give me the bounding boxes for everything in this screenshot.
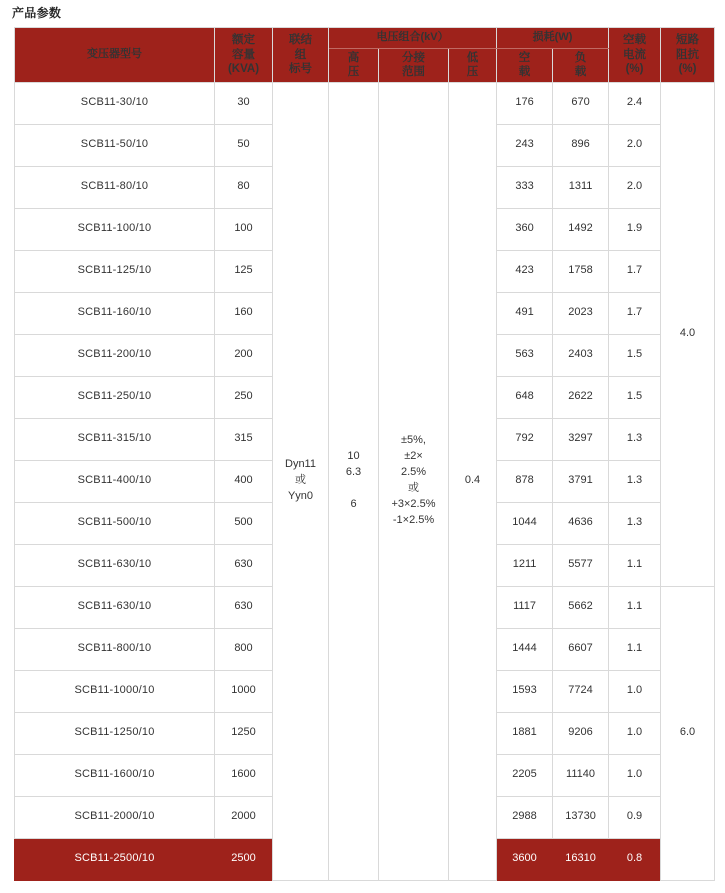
header-load-line-1: 负 xyxy=(574,51,587,64)
cell-no-load-loss: 878 xyxy=(497,460,553,502)
header-load-loss xyxy=(553,48,609,82)
cell-model: SCB11-400/10 xyxy=(15,460,215,502)
header-hv xyxy=(329,48,379,82)
cell-model: SCB11-315/10 xyxy=(15,418,215,460)
cell-no-load-current: 1.0 xyxy=(609,754,661,796)
cell-no-load-current: 1.3 xyxy=(609,460,661,502)
cell-no-load-current: 1.3 xyxy=(609,418,661,460)
header-connection xyxy=(273,28,329,83)
cell-load-loss: 6607 xyxy=(553,628,609,670)
cell-model: SCB11-30/10 xyxy=(15,82,215,124)
cell-no-load-loss: 491 xyxy=(497,292,553,334)
header-hv-line-2: 压 xyxy=(347,66,360,79)
high-voltage-line: 6.3 xyxy=(345,466,362,479)
cell-load-loss: 5577 xyxy=(553,544,609,586)
tap-range-line: 2.5% xyxy=(400,466,427,479)
connection-line: 或 xyxy=(295,474,306,487)
high-voltage-line: 10 xyxy=(347,450,360,463)
cell-model: SCB11-800/10 xyxy=(15,628,215,670)
cell-no-load-loss: 1881 xyxy=(497,712,553,754)
cell-capacity: 50 xyxy=(215,124,273,166)
cell-capacity: 630 xyxy=(215,586,273,628)
cell-no-load-current: 1.1 xyxy=(609,586,661,628)
cell-no-load-loss: 243 xyxy=(497,124,553,166)
cell-no-load-current: 1.1 xyxy=(609,628,661,670)
header-row-1 xyxy=(15,28,715,49)
cell-no-load-current: 2.4 xyxy=(609,82,661,124)
cell-model: SCB11-250/10 xyxy=(15,376,215,418)
cell-model: SCB11-100/10 xyxy=(15,208,215,250)
cell-model: SCB11-200/10 xyxy=(15,334,215,376)
cell-no-load-current: 2.0 xyxy=(609,166,661,208)
cell-load-loss: 5662 xyxy=(553,586,609,628)
cell-load-loss: 9206 xyxy=(553,712,609,754)
cell-impedance-group-2: 6.0 xyxy=(661,586,715,880)
header-connection-line-2: 组 xyxy=(294,48,307,61)
header-impedance-line-1: 短路 xyxy=(676,34,700,47)
cell-capacity: 1250 xyxy=(215,712,273,754)
page-title: 产品参数 xyxy=(12,6,62,20)
cell-no-load-loss: 1117 xyxy=(497,586,553,628)
cell-load-loss: 896 xyxy=(553,124,609,166)
cell-no-load-current: 2.0 xyxy=(609,124,661,166)
cell-no-load-loss: 2205 xyxy=(497,754,553,796)
cell-no-load-current: 1.9 xyxy=(609,208,661,250)
header-impedance-line-2: 阻抗 xyxy=(676,48,700,61)
table-row xyxy=(15,82,715,124)
cell-no-load-current: 1.7 xyxy=(609,250,661,292)
cell-no-load-current: 1.5 xyxy=(609,376,661,418)
header-capacity xyxy=(215,28,273,83)
cell-load-loss: 1758 xyxy=(553,250,609,292)
cell-no-load-current: 1.7 xyxy=(609,292,661,334)
cell-load-loss: 3297 xyxy=(553,418,609,460)
cell-load-loss: 2023 xyxy=(553,292,609,334)
cell-load-loss: 7724 xyxy=(553,670,609,712)
header-no-load-loss xyxy=(497,48,553,82)
header-noload-line-2: 载 xyxy=(518,66,531,79)
header-tap-line-2: 范围 xyxy=(402,66,425,79)
table-body xyxy=(15,82,715,880)
cell-capacity: 160 xyxy=(215,292,273,334)
cell-connection-group xyxy=(273,82,329,880)
cell-no-load-loss: 1444 xyxy=(497,628,553,670)
cell-model: SCB11-500/10 xyxy=(15,502,215,544)
cell-load-loss: 13730 xyxy=(553,796,609,838)
header-current-line-3: (%) xyxy=(625,63,644,76)
tap-range-line: ±5%, xyxy=(401,434,426,447)
cell-no-load-loss: 792 xyxy=(497,418,553,460)
high-voltage-line: 6 xyxy=(350,498,357,511)
cell-impedance-group-1: 4.0 xyxy=(661,82,715,586)
cell-load-loss: 1311 xyxy=(553,166,609,208)
header-lv-line-1: 低 xyxy=(466,51,479,64)
header-capacity-line-1: 额定 xyxy=(232,34,255,47)
cell-capacity: 100 xyxy=(215,208,273,250)
header-current-line-2: 电流 xyxy=(623,48,647,61)
cell-capacity: 500 xyxy=(215,502,273,544)
cell-model: SCB11-125/10 xyxy=(15,250,215,292)
cell-no-load-loss: 2988 xyxy=(497,796,553,838)
cell-no-load-current: 1.5 xyxy=(609,334,661,376)
cell-load-loss: 1492 xyxy=(553,208,609,250)
header-load-line-2: 载 xyxy=(574,66,587,79)
connection-line: Yyn0 xyxy=(287,490,314,503)
cell-tap-range xyxy=(379,82,449,880)
cell-capacity: 80 xyxy=(215,166,273,208)
cell-load-loss: 11140 xyxy=(553,754,609,796)
connection-line: Dyn11 xyxy=(285,458,316,471)
cell-load-loss: 2622 xyxy=(553,376,609,418)
table-header xyxy=(15,28,715,83)
header-lv xyxy=(449,48,497,82)
cell-load-loss: 16310 xyxy=(553,838,609,880)
header-impedance xyxy=(661,28,715,83)
cell-capacity: 1600 xyxy=(215,754,273,796)
cell-load-loss: 670 xyxy=(553,82,609,124)
header-connection-line-3: 标号 xyxy=(289,63,312,76)
cell-no-load-loss: 1593 xyxy=(497,670,553,712)
cell-capacity: 250 xyxy=(215,376,273,418)
cell-model: SCB11-630/10 xyxy=(15,586,215,628)
header-lv-line-2: 压 xyxy=(466,66,479,79)
cell-capacity: 630 xyxy=(215,544,273,586)
tap-range-line: ±2× xyxy=(404,450,423,463)
cell-no-load-loss: 1044 xyxy=(497,502,553,544)
cell-no-load-loss: 423 xyxy=(497,250,553,292)
cell-load-loss: 2403 xyxy=(553,334,609,376)
cell-no-load-current: 0.8 xyxy=(609,838,661,880)
cell-no-load-loss: 648 xyxy=(497,376,553,418)
header-tap-range xyxy=(379,48,449,82)
cell-no-load-loss: 176 xyxy=(497,82,553,124)
cell-no-load-loss: 1211 xyxy=(497,544,553,586)
tap-range-line: 或 xyxy=(408,482,419,495)
cell-capacity: 315 xyxy=(215,418,273,460)
tap-range-line: -1×2.5% xyxy=(392,514,435,527)
cell-model: SCB11-1000/10 xyxy=(15,670,215,712)
header-no-load-current xyxy=(609,28,661,83)
cell-no-load-loss: 360 xyxy=(497,208,553,250)
header-current-line-1: 空载 xyxy=(623,34,647,47)
cell-no-load-current: 0.9 xyxy=(609,796,661,838)
high-voltage-line xyxy=(330,481,377,497)
cell-no-load-loss: 3600 xyxy=(497,838,553,880)
cell-capacity: 2000 xyxy=(215,796,273,838)
header-voltage-group: 电压组合(kV） xyxy=(329,28,497,49)
cell-model: SCB11-1600/10 xyxy=(15,754,215,796)
header-model: 变压器型号 xyxy=(15,28,215,83)
header-connection-line-1: 联结 xyxy=(289,34,312,47)
cell-capacity: 125 xyxy=(215,250,273,292)
cell-no-load-current: 1.3 xyxy=(609,502,661,544)
cell-model: SCB11-630/10 xyxy=(15,544,215,586)
parameter-table xyxy=(14,27,715,881)
header-impedance-line-3: (%) xyxy=(678,63,697,76)
cell-capacity: 1000 xyxy=(215,670,273,712)
cell-high-voltage xyxy=(329,82,379,880)
cell-no-load-current: 1.1 xyxy=(609,544,661,586)
cell-model: SCB11-2500/10 xyxy=(15,838,215,880)
cell-model: SCB11-2000/10 xyxy=(15,796,215,838)
header-capacity-line-2: 容量 xyxy=(232,48,255,61)
cell-model: SCB11-50/10 xyxy=(15,124,215,166)
cell-low-voltage: 0.4 xyxy=(449,82,497,880)
header-tap-line-1: 分接 xyxy=(402,51,425,64)
cell-model: SCB11-160/10 xyxy=(15,292,215,334)
header-loss-group: 损耗(W) xyxy=(497,28,609,49)
cell-capacity: 30 xyxy=(215,82,273,124)
cell-capacity: 800 xyxy=(215,628,273,670)
cell-capacity: 200 xyxy=(215,334,273,376)
cell-capacity: 400 xyxy=(215,460,273,502)
cell-no-load-current: 1.0 xyxy=(609,670,661,712)
cell-load-loss: 4636 xyxy=(553,502,609,544)
cell-capacity: 2500 xyxy=(215,838,273,880)
cell-model: SCB11-80/10 xyxy=(15,166,215,208)
tap-range-line: +3×2.5% xyxy=(391,498,436,511)
header-noload-line-1: 空 xyxy=(518,51,531,64)
cell-no-load-loss: 563 xyxy=(497,334,553,376)
header-capacity-line-3: (KVA) xyxy=(227,63,260,76)
cell-no-load-current: 1.0 xyxy=(609,712,661,754)
cell-no-load-loss: 333 xyxy=(497,166,553,208)
cell-load-loss: 3791 xyxy=(553,460,609,502)
header-hv-line-1: 高 xyxy=(347,51,360,64)
cell-model: SCB11-1250/10 xyxy=(15,712,215,754)
